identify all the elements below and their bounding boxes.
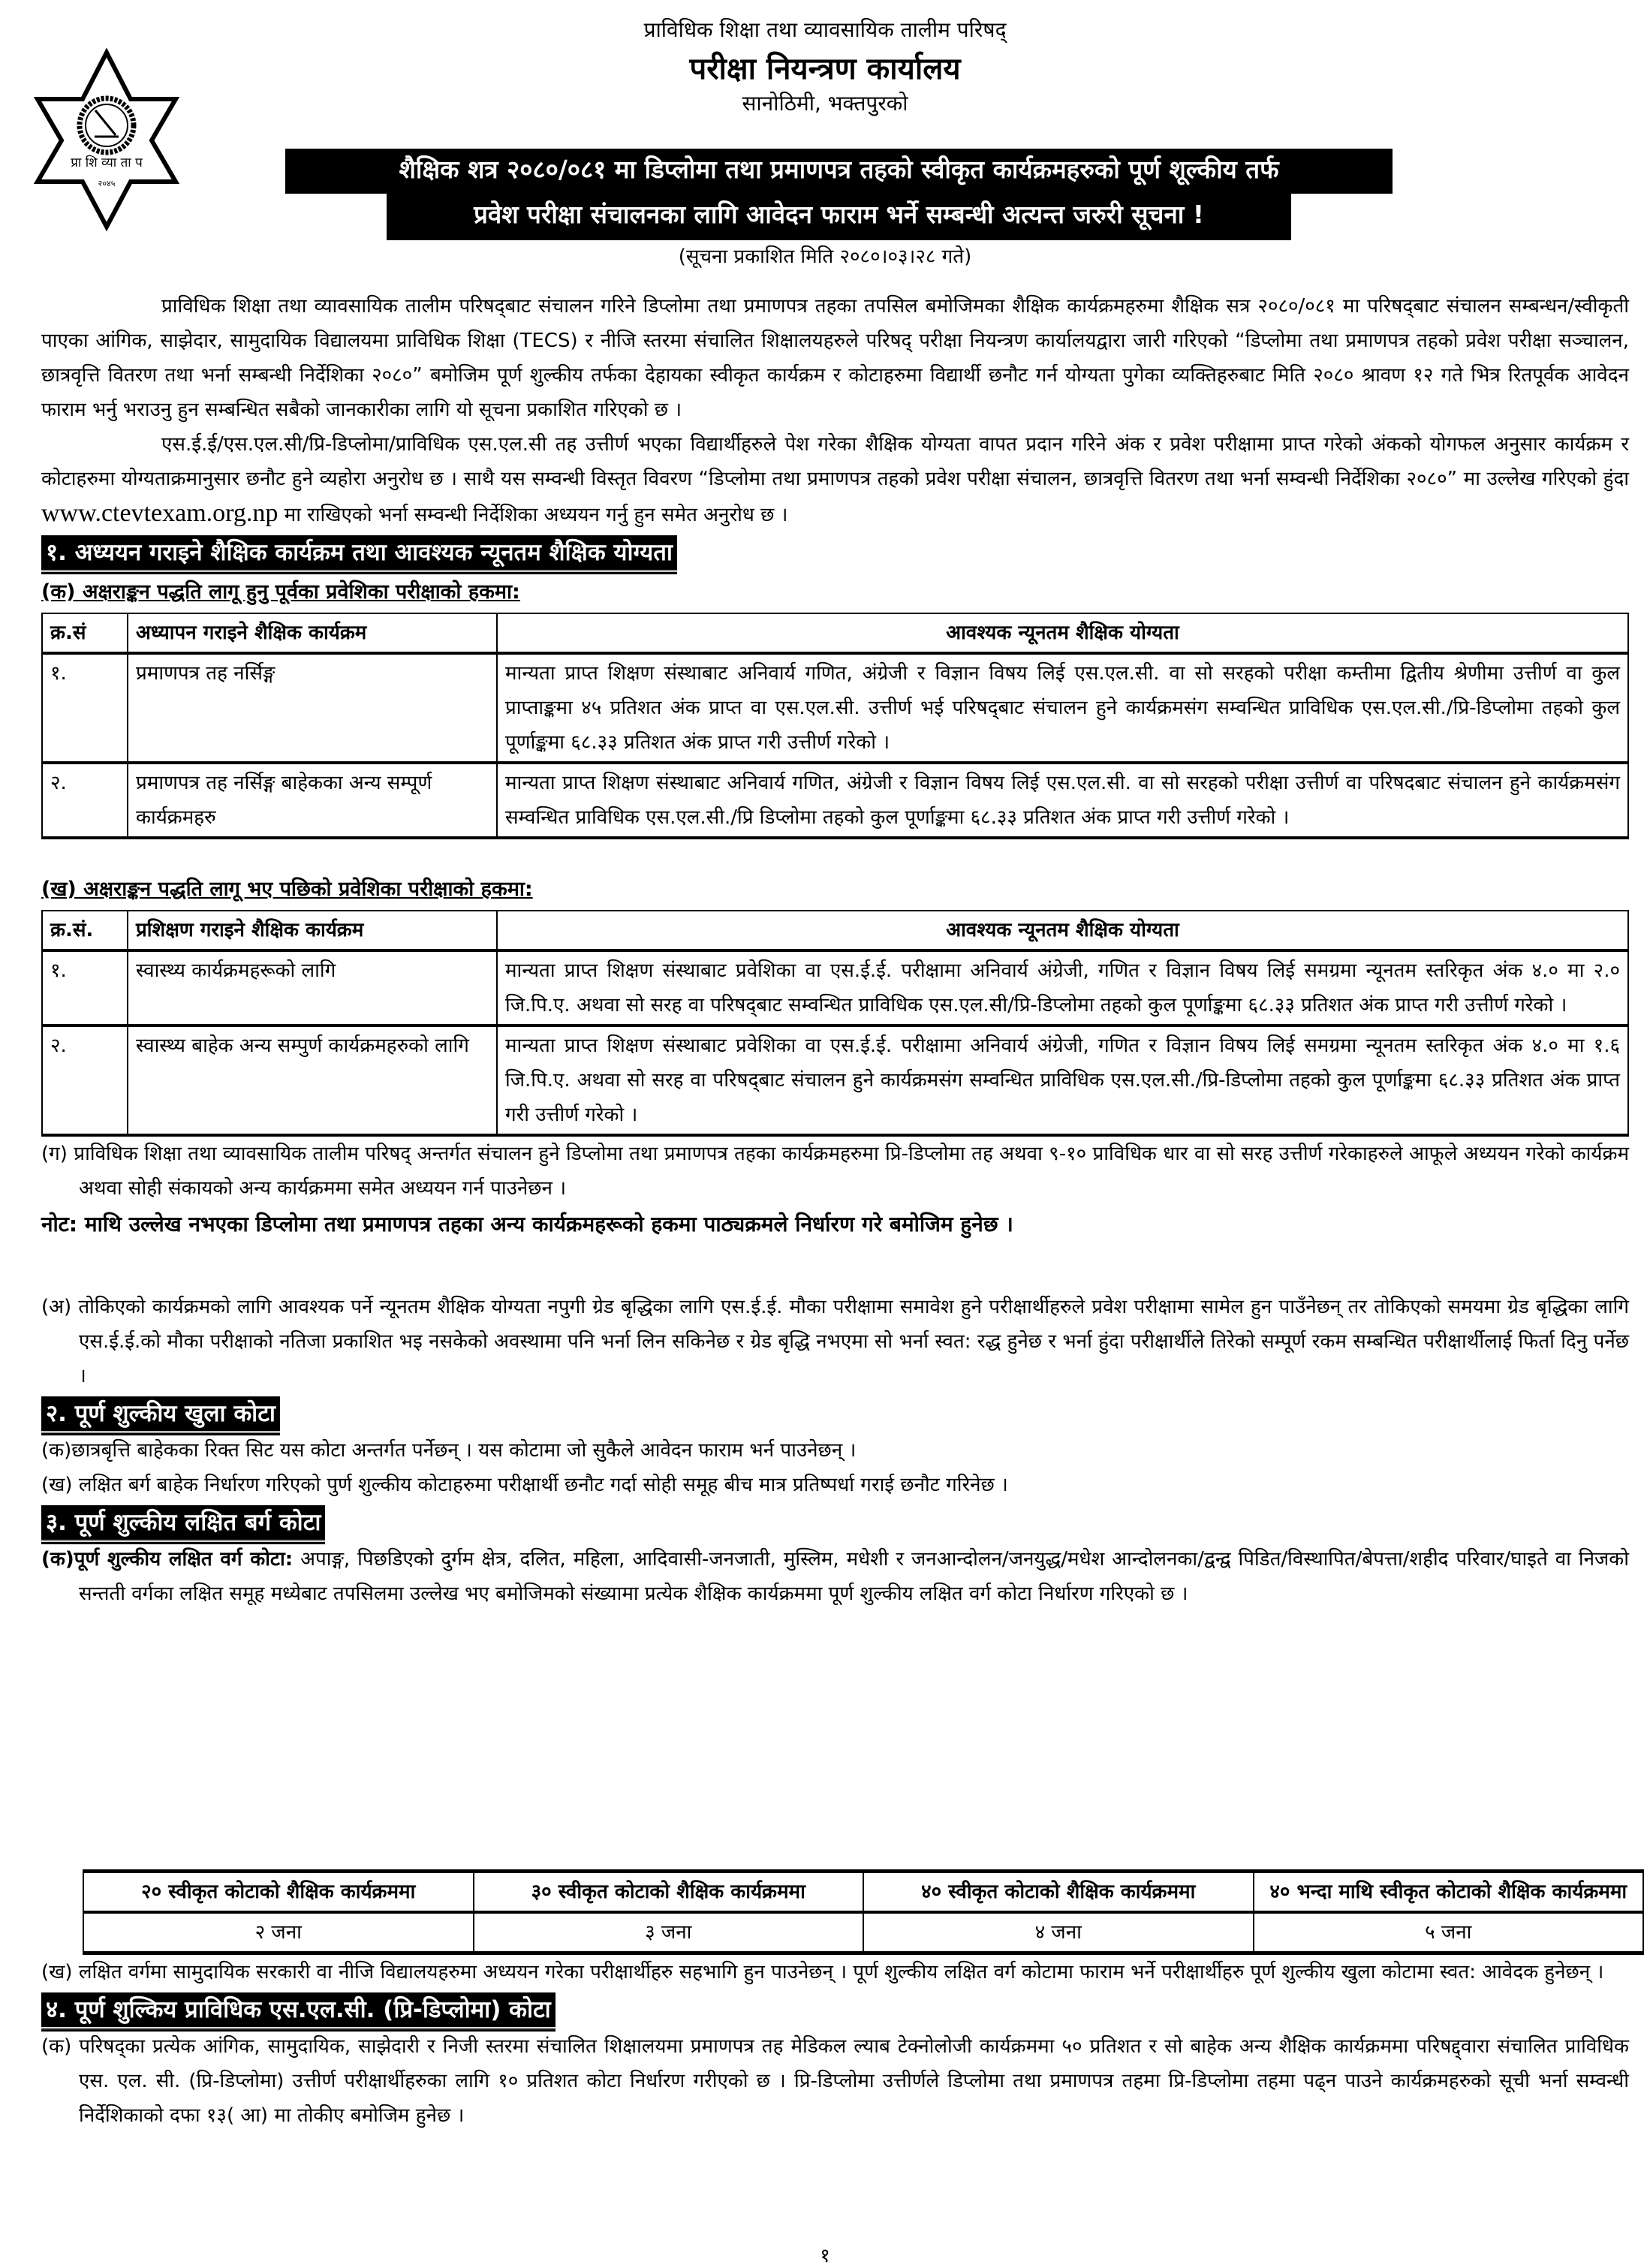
intro-paragraph-1: प्राविधिक शिक्षा तथा व्यावसायिक तालीम परिषद्‌बाट संचालन गरिने डिप्लोमा तथा प्रमाणपत्र तहका तपसिल बमोजिमका शैक्षिक कार्यक्रमहरुमा शैक्षिक सत्र २०८०/०८१ मा परिषद्‌बाट संचालन सम्बन्धन/स्वीकृती पाएका आंगिक, साझेदार, सामुदायिक विद्यालयमा प्राविधिक शिक्षा (TECS) र नीजि स्तरमा संचालित शिक्षालयहरुले परिषद् परीक्षा नियन्त्रण कार्यालयद्वारा जारी गरिएको “डिप्लोमा तथा प्रमाणपत्र तहको प्रवेश परीक्षा सञ्चालन, छात्रवृत्ति वितरण तथा भर्ना सम्बन्धी निर्देशिका २०८०” बमोजिम पूर्ण शुल्कीय तर्फका देहायका स्वीकृत कार्यक्रम र कोटाहरुमा विद्यार्थी छनौट गर्न योग्यता पुगेका व्यक्तिहरुबाट मिति २०८० श्रावण १२ गते भित्र रितपूर्वक आवेदन फाराम भर्नु भराउनु हुन सम्बन्धित सबैको जानकारीका लागि यो सूचना प्रकाशित गरिएको छ । <box>41 295 1630 421</box>
intro-paragraph-2-text: एस.ई.ई/एस.एल.सी/प्रि-डिप्लोमा/प्राविधिक एस.एल.सी तह उत्तीर्ण भएका विद्यार्थीहरुले पेश गरेका शैक्षिक योग्यता वापत प्रदान गरिने अंक र प्रवेश परीक्षामा प्राप्त गरेको अंकको योगफल अनुसार कार्यक्रम र कोटाहरुमा योग्यताक्रमानुसार छनौट हुने व्यहोरा अनुरोध छ । साथै यस सम्वन्धी विस्तृत विवरण “डिप्लोमा तथा प्रमाणपत्र तहको प्रवेश परीक्षा संचालन, छात्रवृत्ति वितरण तथा भर्ना सम्वन्धी निर्देशिका २०८०” मा उल्लेख गरिएको हुंदा <box>41 433 1629 490</box>
notice-body <box>41 289 1629 1641</box>
section-3-ka-text: अपाङ्ग, पिछडिएको दुर्गम क्षेत्र, दलित, महिला, आदिवासी-जनजाती, मुस्लिम, मधेशी र जनआन्दोलन/जनयुद्ध/मधेश आन्दोलनका/द्वन्द्व पिडित/विस्थापित/बेपत्ता/शहीद परिवार/घाइते वा निजको सन्तती वर्गका लक्षित समूह मध्येबाट तपसिलमा उल्लेख भए बमोजिमको संख्यामा प्रत्येक शैक्षिक कार्यक्रममा पूर्ण शुल्कीय लक्षित वर्ग कोटा निर्धारण गरिएको छ । <box>79 1548 1629 1605</box>
section-3-title: ३. पूर्ण शुल्कीय लक्षित बर्ग कोटा <box>41 1505 325 1542</box>
section-2-item-ka: (क)छात्रबृत्ति बाहेकका रिक्त सिट यस कोटा अन्तर्गत पर्नेछन् । यस कोटामा जो सुकैले आवेदन फाराम भर्न पाउनेछन् । <box>41 1439 857 1462</box>
table-header-row <box>42 911 1628 950</box>
quota-header: २० स्वीकृत कोटाको शैक्षिक कार्यक्रममा <box>83 1872 474 1913</box>
section-2-item-kha: (ख) लक्षित बर्ग बाहेक निर्धारण गरिएको पुर्ण शुल्कीय कोटाहरुमा परीक्षार्थी छनौट गर्दा सोही समूह बीच मात्र प्रतिष्पर्धा गराई छनौट गरिनेछ । <box>41 1474 1008 1496</box>
row-serial: २. <box>42 1026 128 1135</box>
intro-paragraph-2-end: मा राखिएको भर्ना सम्वन्धी निर्देशिका अध्ययन गर्नु हुन समेत अनुरोध छ । <box>278 504 788 526</box>
logo-year: २०४५ <box>98 179 116 188</box>
row-program: स्वास्थ्य कार्यक्रमहरूको लागि <box>128 950 497 1026</box>
col-qualification: आवश्यक न्यूनतम शैक्षिक योग्यता <box>497 911 1628 950</box>
targeted-quota-table <box>83 1869 1644 1955</box>
col-qualification: आवश्यक न्यूनतम शैक्षिक योग्यता <box>497 613 1628 653</box>
qualification-table-post-grading <box>41 910 1629 1137</box>
quota-header: ४० भन्दा माथि स्वीकृत कोटाको शैक्षिक कार्यक्रममा <box>1254 1872 1644 1913</box>
quota-value: ५ जना <box>1254 1912 1644 1953</box>
row-serial: २. <box>42 763 128 838</box>
row-program: स्वास्थ्य बाहेक अन्य सम्पुर्ण कार्यक्रमहरुको लागि <box>128 1026 497 1135</box>
section-3-ka <box>41 1542 1629 1611</box>
row-qualification: मान्यता प्राप्त शिक्षण संस्थाबाट प्रवेशिका वा एस.ई.ई. परीक्षामा अनिवार्य अंग्रेजी, गणित र विज्ञान विषय लिई समग्रमा न्यूनतम स्तरिकृत अंक ४.० मा १.६ जि.पि.ए. अथवा सो सरह वा परिषद्‌बाट संचालन हुने कार्यक्रमसंग सम्वन्धित प्राविधिक एस.एल.सी./प्रि-डिप्लोमा तहको कुल पूर्णाङ्कमा ६८.३३ प्रतिशत अंक प्राप्त गरी उत्तीर्ण गरेको । <box>497 1026 1628 1135</box>
quota-value: ४ जना <box>863 1912 1254 1953</box>
section-1-ka-title: (क) अक्षराङ्कन पद्धति लागू हुनु पूर्वका प्रवेशिका परीक्षाको हकमा: <box>41 580 520 604</box>
notice-title-line-1: शैक्षिक शत्र २०८०/०८१ मा डिप्लोमा तथा प्रमाणपत्र तहको स्वीकृत कार्यक्रमहरुको पूर्ण शूल्कीय तर्फ <box>285 149 1393 194</box>
exam-website-link[interactable]: www.ctevtexam.org.np <box>41 499 279 527</box>
row-program: प्रमाणपत्र तह नर्सिङ्ग <box>128 653 497 763</box>
quota-value-row <box>83 1912 1643 1953</box>
row-qualification: मान्यता प्राप्त शिक्षण संस्थाबाट अनिवार्य गणित, अंग्रेजी र विज्ञान विषय लिई एस.एल.सी. वा सो सरहको परीक्षा कम्तीमा द्वितीय श्रेणीमा उत्तीर्ण वा कुल प्राप्ताङ्कमा ४५ प्रतिशत अंक प्राप्त वा एस.एल.सी. उत्तीर्ण भई परिषद्‌बाट संचालन हुने कार्यक्रमसंग सम्वन्धित प्राविधिक एस.एल.सी./प्रि-डिप्लोमा तहको कुल पूर्णाङ्कमा ६८.३३ प्रतिशत अंक प्राप्त गरी उत्तीर्ण गरेको । <box>497 653 1628 763</box>
table-row <box>42 653 1628 763</box>
logo-text: प्रा शि व्या ता प <box>71 155 143 170</box>
row-serial: १. <box>42 653 128 763</box>
col-serial: क्र.सं <box>42 613 128 653</box>
notice-title-line-2: प्रवेश परीक्षा संचालनका लागि आवेदन फाराम भर्ने सम्बन्धी अत्यन्त जरुरी सूचना ! <box>387 194 1291 240</box>
office-name: परीक्षा नियन्त्रण कार्यालय <box>689 52 961 86</box>
section-3-ka-label: (क)पूर्ण शुल्कीय लक्षित वर्ग कोटा: <box>41 1548 294 1571</box>
section-1-note: नोट: माथि उल्लेख नभएका डिप्लोमा तथा प्रमाणपत्र तहका अन्य कार्यक्रमहरूको हकमा पाठ्यक्रमले निर्धारण गरे बमोजिम हुनेछ । <box>41 1212 1013 1236</box>
table-row <box>42 950 1628 1026</box>
section-4-ka: (क) परिषद्का प्रत्येक आंगिक, सामुदायिक, साझेदारी र निजी स्तरमा संचालित शिक्षालयमा प्रमाणपत्र तह मेडिकल ल्याब टेक्नोलोजी कार्यक्रममा ५० प्रतिशत र सो बाहेक अन्य शैक्षिक कार्यक्रममा परिषद्द्वारा संचालित प्राविधिक एस. एल. सी. (प्रि-डिप्लोमा) उत्तीर्ण परीक्षार्थीहरुका लागि १० प्रतिशत कोटा निर्धारण गरीएको छ । प्रि-डिप्लोमा उत्तीर्णले डिप्लोमा तथा प्रमाणपत्र तहमा प्रि-डिप्लोमा तहमा पढ्न पाउने कार्यक्रमहरुको सूची भर्ना सम्वन्धी निर्देशिकाको दफा १३( आ) मा तोकीए बमोजिम हुनेछ । <box>41 2035 1629 2127</box>
section-1-kha-title: (ख) अक्षराङ्कन पद्धति लागू भए पछिको प्रवेशिका परीक्षाको हकमा: <box>41 878 533 901</box>
col-program: प्रशिक्षण गराइने शैक्षिक कार्यक्रम <box>128 911 497 950</box>
quota-header: ३० स्वीकृत कोटाको शैक्षिक कार्यक्रममा <box>474 1872 864 1913</box>
section-3-4-body <box>41 1955 1629 2133</box>
intro-paragraph-2 <box>41 427 1629 532</box>
published-date: (सूचना प्रकाशित मिति २०८०।०३।२८ गते) <box>678 245 972 268</box>
quota-value: ३ जना <box>474 1912 864 1953</box>
section-1-a: (अ) तोकिएको कार्यक्रमको लागि आवश्यक पर्ने न्यूनतम शैक्षिक योग्यता नपुगी ग्रेड बृद्धिका लागि एस.ई.ई. मौका परीक्षामा समावेश हुने परीक्षार्थीहरुले प्रवेश परीक्षामा सामेल हुन पाउँनेछन् तर तोकिएको समयमा ग्रेड बृद्धिका लागि एस.ई.ई.को मौका परीक्षाको नतिजा प्रकाशित भइ नसकेको अवस्थामा पनि भर्ना लिन सकिनेछ र ग्रेड बृद्धि नभएमा सो भर्ना स्वत: रद्ध हुनेछ र भर्ना हुंदा परीक्षार्थीले तिरेको सम्पूर्ण रकम सम्बन्धित परीक्षार्थीलाई फिर्ता दिनु पर्नेछ । <box>41 1296 1629 1387</box>
table-header-row <box>42 613 1628 653</box>
section-4-title: ४. पूर्ण शुल्किय प्राविधिक एस.एल.सी. (प्रि-डिप्लोमा) कोटा <box>41 1992 556 2029</box>
row-program: प्रमाणपत्र तह नर्सिङ्ग बाहेकका अन्य सम्पूर्ण कार्यक्रमहरु <box>128 763 497 838</box>
quota-table-wrapper <box>41 1869 1629 2133</box>
quota-header: ४० स्वीकृत कोटाको शैक्षिक कार्यक्रममा <box>863 1872 1254 1913</box>
section-1-ga: (ग) प्राविधिक शिक्षा तथा व्यावसायिक तालीम परिषद् अन्तर्गत संचालन हुने डिप्लोमा तथा प्रमाणपत्र तहका कार्यक्रमहरुमा प्रि-डिप्लोमा तह अथवा ९-१० प्राविधिक धार वा सो सरह उत्तीर्ण गरेकाहरुले आफूले अध्ययन गरेको कार्यक्रम अथवा सोही संकायको अन्य कार्यक्रममा समेत अध्ययन गर्न पाउनेछन । <box>41 1143 1629 1200</box>
page-number: १ <box>820 2245 830 2267</box>
office-location: सानोठिमी, भक्तपुरको <box>742 91 908 116</box>
quota-header-row <box>83 1872 1643 1913</box>
col-serial: क्र.सं. <box>42 911 128 950</box>
table-row <box>42 763 1628 838</box>
row-qualification: मान्यता प्राप्त शिक्षण संस्थाबाट अनिवार्य गणित, अंग्रेजी र विज्ञान विषय लिई एस.एल.सी. वा सो सरहको परीक्षा उत्तीर्ण वा परिषदबाट संचालन हुने कार्यक्रमसंग सम्वन्धित प्राविधिक एस.एल.सी./प्रि डिप्लोमा तहको कुल पूर्णाङ्कमा ६८.३३ प्रतिशत अंक प्राप्त गरी उत्तीर्ण गरेको । <box>497 763 1628 838</box>
qualification-table-pre-grading <box>41 613 1629 839</box>
quota-value: २ जना <box>83 1912 474 1953</box>
section-1-title: १. अध्ययन गराइने शैक्षिक कार्यक्रम तथा आवश्यक न्यूनतम शैक्षिक योग्यता <box>41 535 677 572</box>
col-program: अध्यापन गराइने शैक्षिक कार्यक्रम <box>128 613 497 653</box>
table-row <box>42 1026 1628 1135</box>
row-serial: १. <box>42 950 128 1026</box>
section-2-title: २. पूर्ण शुल्कीय खुला कोटा <box>41 1396 280 1433</box>
row-qualification: मान्यता प्राप्त शिक्षण संस्थाबाट प्रवेशिका वा एस.ई.ई. परीक्षामा अनिवार्य अंग्रेजी, गणित र विज्ञान विषय लिई समग्रमा न्यूनतम स्तरिकृत अंक ४.० मा २.० जि.पि.ए. अथवा सो सरह वा परिषद्‌बाट सम्वन्धित प्राविधिक एस.एल.सी/प्रि-डिप्लोमा तहको कुल पूर्णाङ्कमा ६८.३३ प्रतिशत अंक प्राप्त गरी उत्तीर्ण गरेको । <box>497 950 1628 1026</box>
council-name: प्राविधिक शिक्षा तथा व्यावसायिक तालीम परिषद् <box>643 17 1007 42</box>
section-3-kha: (ख) लक्षित वर्गमा सामुदायिक सरकारी वा नीजि विद्यालयहरुमा अध्ययन गरेका परीक्षार्थीहरु सहभागि हुन पाउनेछन् । पूर्ण शुल्कीय लक्षित वर्ग कोटामा फाराम भर्ने परीक्षार्थीहरु पूर्ण शुल्कीय खुला कोटामा स्वत: आवेदक हुनेछन् । <box>41 1961 1604 1983</box>
